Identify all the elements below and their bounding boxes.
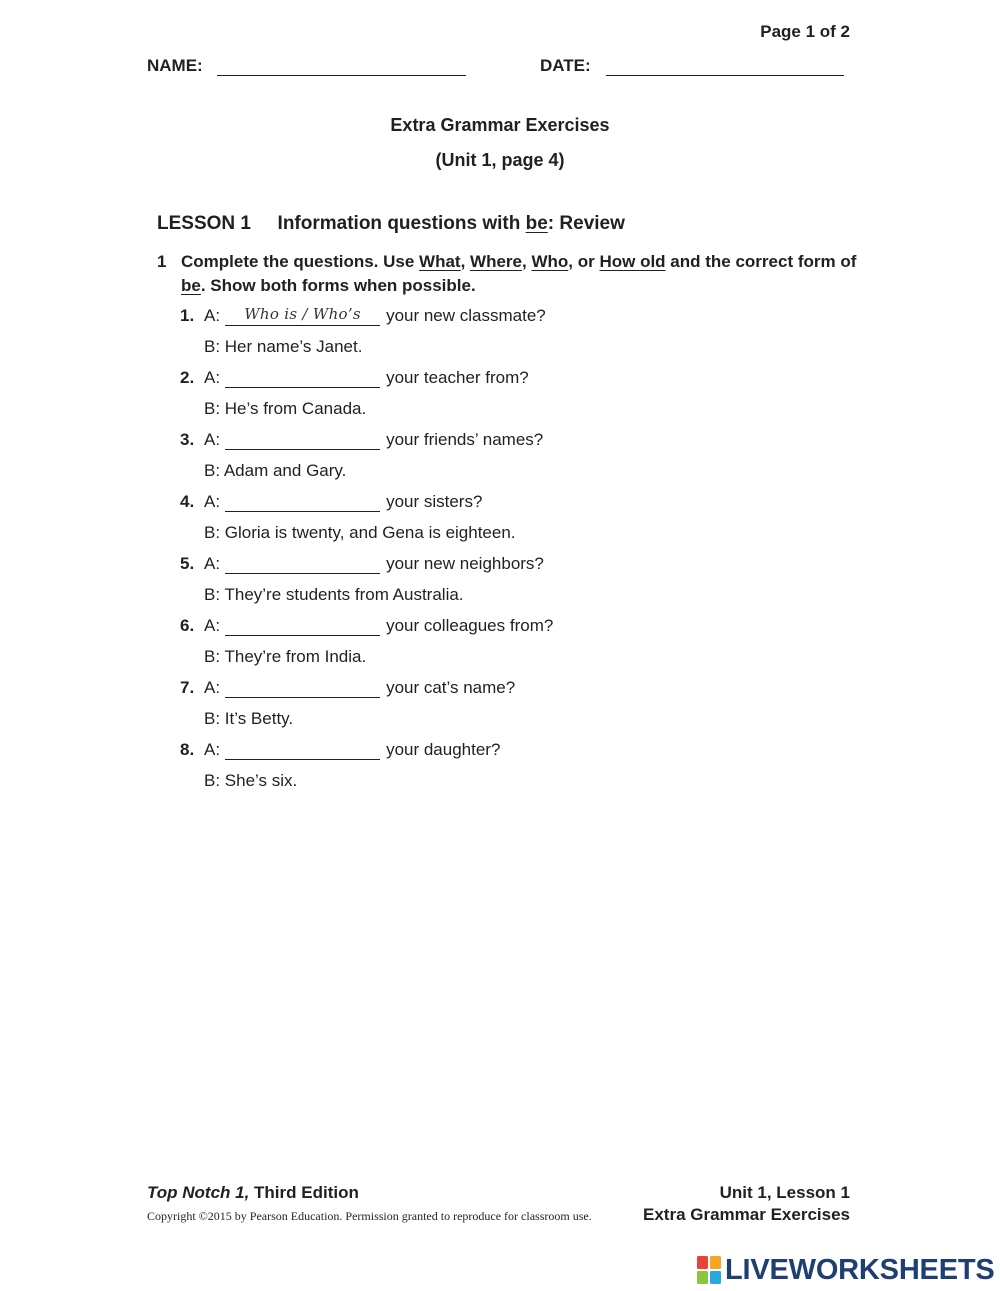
- answer-line-5: B: They’re students from Australia.: [204, 585, 464, 604]
- question-text: your new neighbors?: [386, 554, 544, 573]
- answer-blank-2[interactable]: [225, 367, 380, 388]
- lesson-title-keyword: be: [525, 213, 548, 234]
- liveworksheets-logo[interactable]: [697, 1254, 995, 1286]
- answer-blank-4[interactable]: [225, 491, 380, 512]
- answer-blank-3[interactable]: [225, 429, 380, 450]
- item-number: 3.: [180, 430, 195, 449]
- item-number: 8.: [180, 740, 195, 759]
- item-number: 6.: [180, 616, 195, 635]
- instr-part: Complete the questions. Use: [181, 252, 420, 271]
- answer-line-4: B: Gloria is twenty, and Gena is eighteen.: [204, 523, 516, 542]
- item-number: 7.: [180, 678, 195, 697]
- answer-line-8: B: She’s six.: [204, 771, 298, 790]
- logo-block-green: [697, 1271, 708, 1284]
- instr-part: ,: [522, 252, 532, 271]
- logo-blocks-icon: [697, 1256, 721, 1284]
- item-number: 4.: [180, 492, 195, 511]
- question-text: your teacher from?: [386, 368, 529, 387]
- speaker-a-label: A:: [204, 554, 221, 573]
- lesson-title-start: Information questions with: [277, 213, 526, 234]
- instr-keyword-where: Where: [470, 252, 523, 271]
- instr-keyword-who: Who: [531, 252, 569, 271]
- question-item-1: [180, 304, 546, 328]
- name-label: NAME:: [147, 56, 203, 75]
- speaker-a-label: A:: [204, 678, 221, 697]
- question-text: your colleagues from?: [386, 616, 554, 635]
- item-number: 1.: [180, 306, 195, 325]
- instr-part: . Show both forms when possible.: [200, 276, 476, 295]
- lesson-number: LESSON 1: [157, 213, 251, 234]
- answer-blank-5[interactable]: [225, 553, 380, 574]
- footer-section: Extra Grammar Exercises: [643, 1205, 850, 1224]
- instr-part: ,: [460, 252, 471, 271]
- logo-block-red: [697, 1256, 708, 1269]
- exercise-number: 1: [157, 252, 167, 271]
- page-number: Page 1 of 2: [760, 22, 850, 41]
- speaker-a-label: A:: [204, 740, 221, 759]
- answer-blank-1[interactable]: Who is / Who’s: [225, 305, 380, 326]
- name-field[interactable]: [217, 75, 466, 76]
- question-text: your sisters?: [386, 492, 483, 511]
- answer-blank-7[interactable]: [225, 677, 380, 698]
- speaker-a-label: A:: [204, 306, 221, 325]
- date-label: DATE:: [540, 56, 591, 75]
- instruction-text: [181, 250, 857, 298]
- question-item-8: [180, 738, 500, 762]
- worksheet-subtitle: (Unit 1, page 4): [435, 150, 565, 170]
- lesson-title-end: : Review: [547, 213, 625, 234]
- speaker-a-label: A:: [204, 430, 221, 449]
- speaker-a-label: A:: [204, 368, 221, 387]
- speaker-a-label: A:: [204, 492, 221, 511]
- question-item-4: [180, 490, 482, 514]
- question-text: your daughter?: [386, 740, 501, 759]
- instr-keyword-what: What: [419, 252, 461, 271]
- question-item-6: [180, 614, 553, 638]
- question-item-3: [180, 428, 543, 452]
- book-title: [147, 1183, 359, 1203]
- book-name: Top Notch 1,: [147, 1183, 250, 1202]
- answer-line-3: B: Adam and Gary.: [204, 461, 347, 480]
- answer-line-1: B: Her name’s Janet.: [204, 337, 363, 356]
- logo-block-blue: [710, 1271, 721, 1284]
- question-text: your new classmate?: [386, 306, 546, 325]
- item-number: 5.: [180, 554, 195, 573]
- question-item-5: [180, 552, 544, 576]
- instr-keyword-be: be: [181, 276, 201, 295]
- answer-blank-6[interactable]: [225, 615, 380, 636]
- question-text: your friends’ names?: [386, 430, 544, 449]
- answer-line-2: B: He’s from Canada.: [204, 399, 367, 418]
- answer-line-7: B: It’s Betty.: [204, 709, 294, 728]
- logo-text: LIVEWORKSHEETS: [725, 1253, 995, 1286]
- answer-line-6: B: They’re from India.: [204, 647, 367, 666]
- worksheet-title: Extra Grammar Exercises: [390, 115, 610, 135]
- speaker-a-label: A:: [204, 616, 221, 635]
- date-field[interactable]: [606, 75, 844, 76]
- answer-blank-8[interactable]: [225, 739, 380, 760]
- instr-part: and the correct form of: [665, 252, 857, 271]
- instr-keyword-how-old: How old: [599, 252, 666, 271]
- logo-block-orange: [710, 1256, 721, 1269]
- lesson-heading: [157, 213, 625, 235]
- item-number: 2.: [180, 368, 195, 387]
- book-edition: Third Edition: [249, 1183, 359, 1202]
- copyright-notice: Copyright ©2015 by Pearson Education. Permission granted to reproduce for classroom use.: [147, 1209, 592, 1223]
- question-text: your cat’s name?: [386, 678, 516, 697]
- instr-part: , or: [568, 252, 600, 271]
- footer-unit-lesson: Unit 1, Lesson 1: [719, 1183, 850, 1202]
- question-item-7: [180, 676, 515, 700]
- question-item-2: [180, 366, 529, 390]
- exercise-instruction: [157, 250, 857, 298]
